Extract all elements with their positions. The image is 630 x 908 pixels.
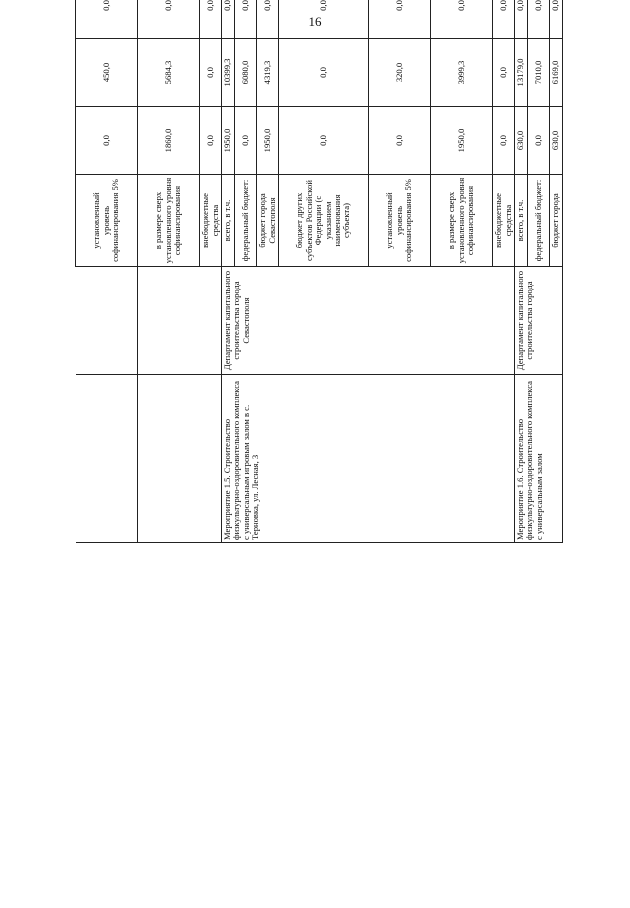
dept-cell-continued <box>76 267 138 375</box>
table-row <box>222 0 235 543</box>
value-cell: 0,0 <box>279 39 369 107</box>
event-department: Департамент капитального строительства города Севастополя <box>222 267 515 375</box>
event-name: Мероприятие 1.5. Строительство физкультурно-оздоровительного комплекса с универсальным игровым залом в с. Терновка, ул. Лесная, 3 <box>222 375 515 543</box>
value-cell: 0,0 <box>369 0 431 39</box>
value-cell: 0,0 <box>138 0 200 39</box>
source-cell: внебюджетные средства <box>200 175 222 267</box>
table-row <box>138 0 200 543</box>
value-cell: 0,0 <box>550 0 563 39</box>
value-cell: 320,0 <box>369 39 431 107</box>
value-cell: 1860,0 <box>138 107 200 175</box>
value-cell: 1950,0 <box>222 107 235 175</box>
value-cell: 0,0 <box>257 0 279 39</box>
value-cell: 0,0 <box>431 0 493 39</box>
value-cell: 630,0 <box>550 107 563 175</box>
value-cell: 0,0 <box>76 107 138 175</box>
rotated-table-area <box>75 0 561 908</box>
dept-cell-continued <box>200 267 222 375</box>
value-cell: 0,0 <box>528 0 550 39</box>
value-cell: 6080,0 <box>235 39 257 107</box>
dept-cell-continued <box>138 267 200 375</box>
source-cell: бюджет города Севастополя <box>257 175 279 267</box>
source-cell: всего, в т.ч. <box>515 175 528 267</box>
value-cell: 630,0 <box>515 107 528 175</box>
value-cell: 3999,3 <box>431 39 493 107</box>
value-cell: 0,0 <box>279 0 369 39</box>
name-cell-continued <box>200 375 222 543</box>
value-cell: 0,0 <box>200 107 222 175</box>
value-cell: 4319,3 <box>257 39 279 107</box>
value-cell: 0,0 <box>528 107 550 175</box>
page-number: 16 <box>308 14 322 29</box>
value-cell: 10399,3 <box>222 39 235 107</box>
source-cell: бюджет города <box>550 175 563 267</box>
value-cell: 0,0 <box>200 39 222 107</box>
value-cell: 0,0 <box>279 107 369 175</box>
value-cell: 0,0 <box>235 107 257 175</box>
source-cell: внебюджетные средства <box>493 175 515 267</box>
source-cell: федеральный бюджет: <box>528 175 550 267</box>
value-cell: 0,0 <box>369 107 431 175</box>
source-cell: в размере сверх установленного уровня софинансирования <box>431 175 493 267</box>
value-cell: 5684,3 <box>138 39 200 107</box>
value-cell: 0,0 <box>200 0 222 39</box>
value-cell: 6169,0 <box>550 39 563 107</box>
table-wrap <box>75 0 560 543</box>
value-cell: 13179,0 <box>515 39 528 107</box>
source-cell: установленный уровень софинансирования 5% <box>76 175 138 267</box>
value-cell: 0,0 <box>515 0 528 39</box>
table-row <box>76 0 138 543</box>
value-cell: 0,0 <box>493 0 515 39</box>
event-department: Департамент капитального строительства города <box>515 267 563 375</box>
source-cell: в размере сверх установленного уровня софинансирования <box>138 175 200 267</box>
value-cell: 0,0 <box>76 0 138 39</box>
value-cell: 0,0 <box>235 0 257 39</box>
value-cell: 7010,0 <box>528 39 550 107</box>
source-cell: всего, в т.ч. <box>222 175 235 267</box>
value-cell: 0,0 <box>493 39 515 107</box>
table-row <box>515 0 528 543</box>
financing-table <box>75 0 563 543</box>
value-cell: 0,0 <box>222 0 235 39</box>
table-row <box>200 0 222 543</box>
value-cell: 450,0 <box>76 39 138 107</box>
value-cell: 1950,0 <box>431 107 493 175</box>
value-cell: 0,0 <box>493 107 515 175</box>
name-cell-continued <box>138 375 200 543</box>
source-cell: федеральный бюджет: <box>235 175 257 267</box>
name-cell-continued <box>76 375 138 543</box>
value-cell: 1950,0 <box>257 107 279 175</box>
source-cell: бюджет других субъектов Российской Федерации (с указанием наименования субъекта) <box>279 175 369 267</box>
event-name: Мероприятие 1.6. Строительство физкультурно-оздоровительного комплекса с универсальным залом <box>515 375 563 543</box>
source-cell: установленный уровень софинансирования 5% <box>369 175 431 267</box>
